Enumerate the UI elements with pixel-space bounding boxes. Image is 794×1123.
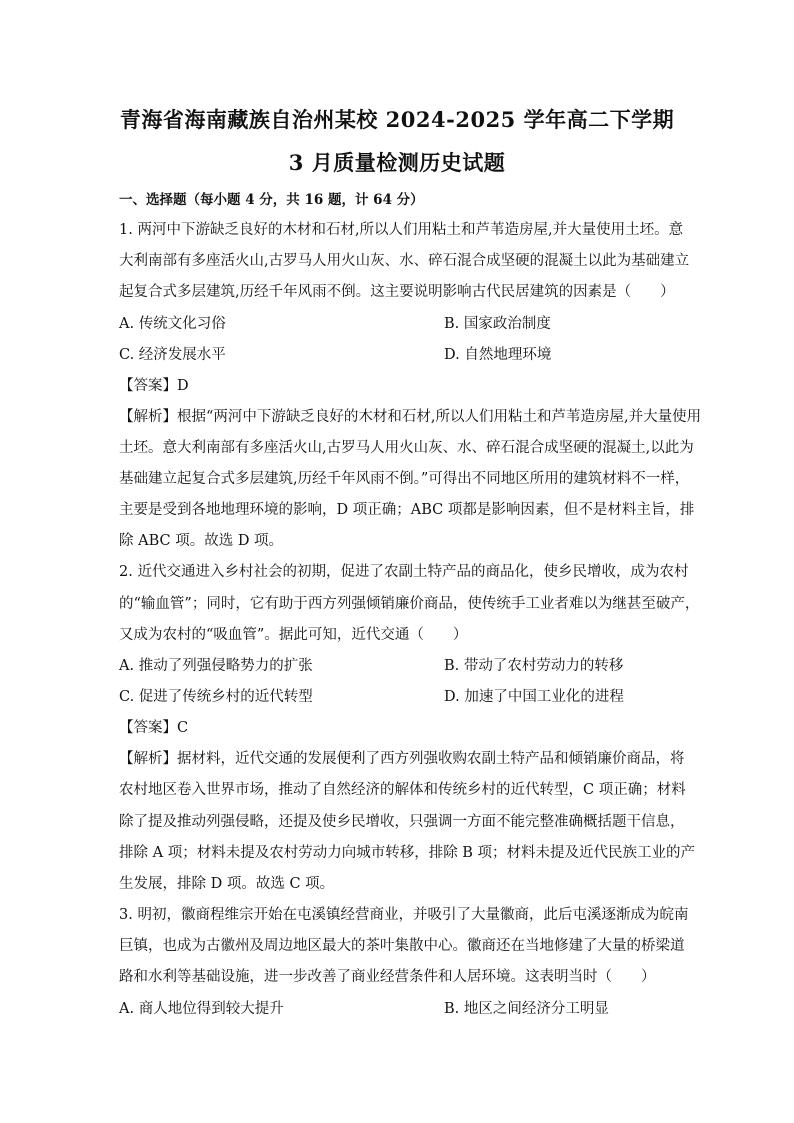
q3-option-a: A. 商人地位得到较大提升: [119, 1001, 284, 1017]
q3-stem-line: 路和水利等基础设施，进一步改善了商业经营条件和人居环境。这表明当时（ ）: [119, 969, 656, 985]
q2-analysis-line: 排除 A 项；材料未提及农村劳动力向城市转移，排除 B 项；材料未提及近代民族工业的产: [119, 845, 696, 861]
exam-title-line1: 青海省海南藏族自治州某校 2024-2025 学年高二下学期: [119, 107, 675, 132]
q2-answer: 【答案】C: [119, 720, 189, 736]
q1-answer: 【答案】D: [119, 378, 189, 394]
section-heading: 一、选择题（每小题 4 分，共 16 题，计 64 分）: [119, 192, 424, 208]
q1-option-b: B. 国家政治制度: [444, 316, 551, 332]
q1-analysis-line: 除 ABC 项。故选 D 项。: [119, 533, 284, 549]
q1-analysis-line: 土坯。意大利南部有多座活火山,古罗马人用火山灰、水、碎石混合成坚硬的混凝土,以此为: [119, 440, 694, 456]
q2-option-c: C. 促进了传统乡村的近代转型: [119, 689, 313, 705]
q1-option-d: D. 自然地理环境: [444, 347, 552, 363]
exam-title-line2: 3 月质量检测历史试题: [288, 150, 506, 175]
q1-option-a: A. 传统文化习俗: [119, 316, 226, 332]
q1-stem-line: 1. 两河中下游缺乏良好的木材和石材,所以人们用粘土和芦苇造房屋,并大量使用土坯。意: [119, 222, 684, 238]
q2-stem-line: 2. 近代交通进入乡村社会的初期，促进了农副土特产品的商品化，使乡民增收，成为农村: [119, 564, 689, 580]
q2-stem-line: 的“输血管”；同时，它有助于西方列强倾销廉价商品，使传统手工业者难以为继甚至破产，: [119, 596, 700, 612]
q2-analysis-line: 【解析】据材料，近代交通的发展便利了西方列强收购农副土特产品和倾销廉价商品，将: [119, 751, 685, 767]
q2-option-b: B. 带动了农村劳动力的转移: [444, 658, 624, 674]
q1-option-c: C. 经济发展水平: [119, 347, 226, 363]
q2-option-a: A. 推动了列强侵略势力的扩张: [119, 658, 313, 674]
q1-analysis-line: 【解析】根据“两河中下游缺乏良好的木材和石材,所以人们用粘土和芦苇造房屋,并大量使用: [119, 409, 702, 425]
q3-option-b: B. 地区之间经济分工明显: [444, 1001, 609, 1017]
q2-option-d: D. 加速了中国工业化的进程: [444, 689, 624, 705]
q3-stem-line: 3. 明初，徽商程维宗开始在屯溪镇经营商业，并吸引了大量徽商，此后屯溪逐渐成为皖南: [119, 907, 689, 923]
q1-analysis-line: 基础建立起复合式多层建筑,历经千年风雨不倒。”可得出不同地区所用的建筑材料不一样，: [119, 471, 690, 487]
q1-stem-line: 大利南部有多座活火山,古罗马人用火山灰、水、碎石混合成坚硬的混凝土以此为基础建立: [119, 253, 690, 269]
q2-stem-line: 又成为农村的“吸血管”。据此可知，近代交通（ ）: [119, 627, 468, 643]
q2-analysis-line: 农村地区卷入世界市场，推动了自然经济的解体和传统乡村的近代转型，C 项正确；材料: [119, 782, 686, 798]
q1-analysis-line: 主要是受到各地地理环境的影响，D 项正确；ABC 项都是影响因素，但不是材料主旨，排: [119, 502, 695, 518]
q2-analysis-line: 除了提及推动列强侵略，还提及使乡民增收，只强调一方面不能完整准确概括题干信息，: [119, 814, 685, 830]
q2-analysis-line: 生发展，排除 D 项。故选 C 项。: [119, 876, 335, 892]
q1-stem-line: 起复合式多层建筑,历经千年风雨不倒。这主要说明影响古代民居建筑的因素是（ ）: [119, 284, 675, 300]
q3-stem-line: 巨镇，也成为古徽州及周边地区最大的茶叶集散中心。徽商还在当地修建了大量的桥梁道: [119, 938, 685, 954]
